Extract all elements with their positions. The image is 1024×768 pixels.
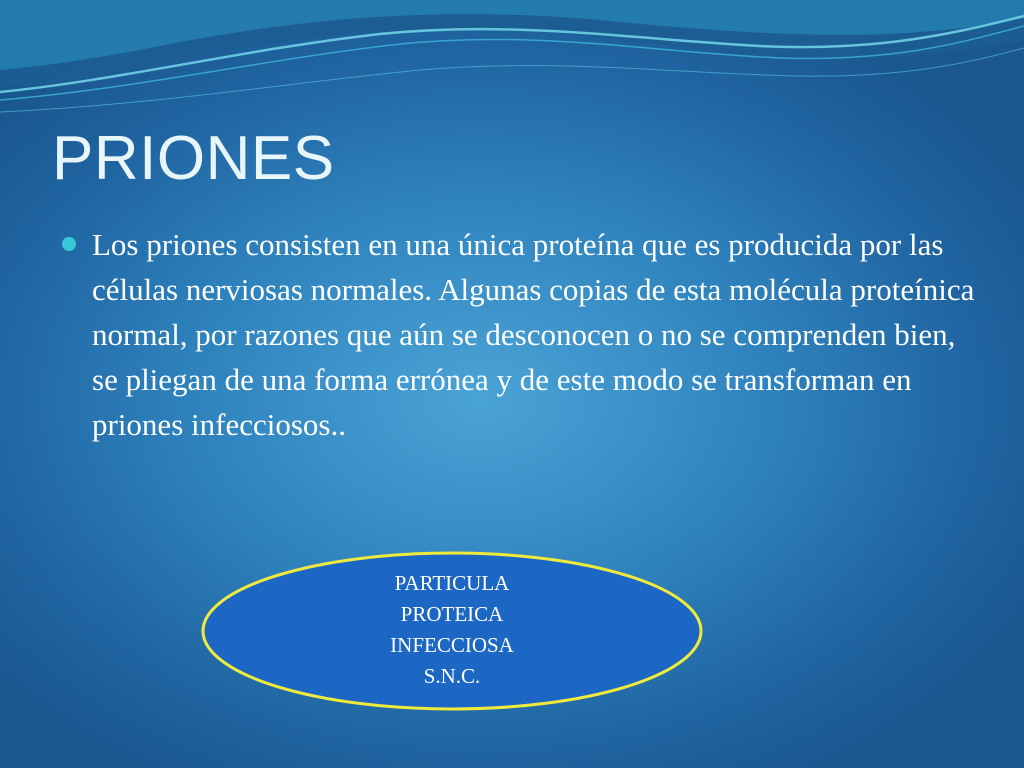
oval-label xyxy=(320,568,584,692)
wave-decoration xyxy=(0,0,1024,130)
oval-line-4: S.N.C. xyxy=(423,664,481,688)
oval-line-1: PARTICULA xyxy=(394,571,510,595)
bullet-dot-icon xyxy=(62,237,76,251)
oval-line-2: PROTEICA xyxy=(400,602,504,626)
infectious-particle-oval xyxy=(200,550,704,712)
bullet-list xyxy=(62,222,982,447)
oval-line-3: INFECCIOSA xyxy=(390,633,514,657)
slide-title: PRIONES xyxy=(52,124,335,193)
bullet-text: Los priones consisten en una única proteína que es producida por las células nerviosas normales. Algunas copias de esta molécula proteínica normal, por razones que aún se desconocen o no se comprenden bien, se pliegan de una forma errónea y de este modo se transforman en priones infecciosos.. xyxy=(92,227,975,442)
